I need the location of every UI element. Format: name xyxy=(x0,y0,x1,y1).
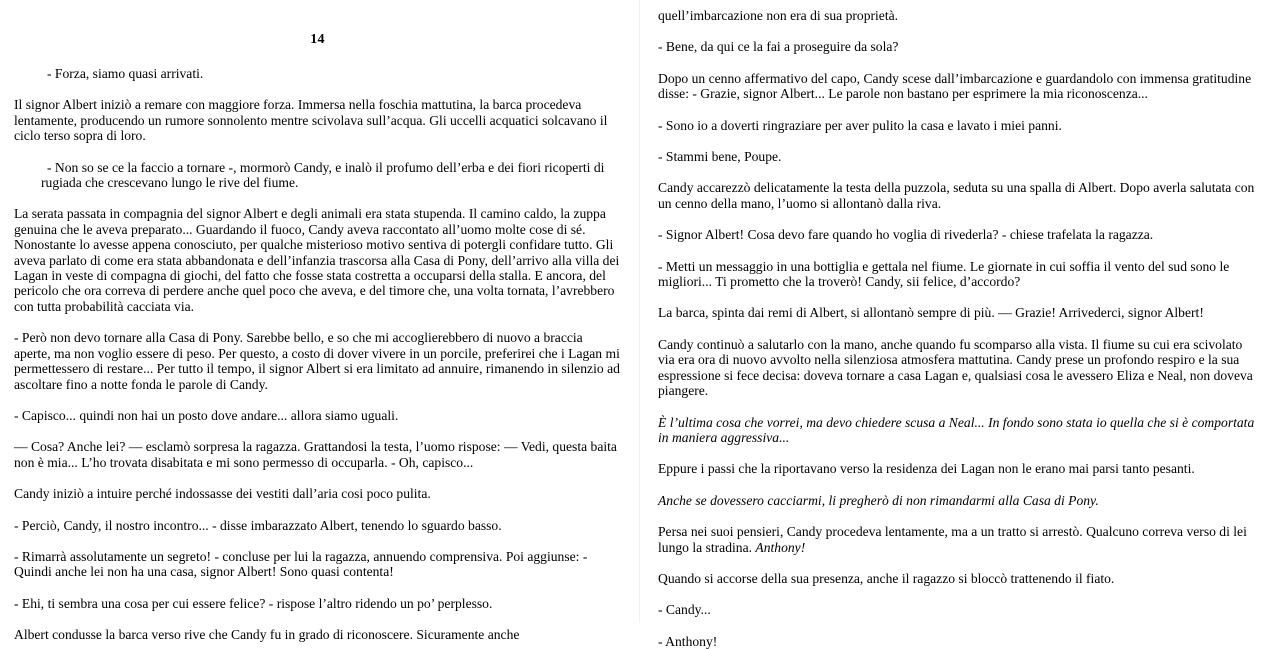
paragraph: Dopo un cenno affermativo del capo, Candy scese dall’imbarcazione e guardandolo con immensa gratitudine disse: - Grazie, signor Albert... Le parole non bastano per esprimere la mia riconoscenza... xyxy=(658,70,1252,102)
paragraph: — Cosa? Anche lei? — esclamò sorpresa la ragazza. Grattandosi la testa, l’uomo rispose: — Vedi, questa baita non è mia... L’ho trovata disabitata e mi sono permesso di occuparla. - Oh, capisco... xyxy=(14,439,617,470)
paragraph: Candy accarezzò delicatamente la testa della puzzola, seduta su una spalla di Albert. Dopo averla salutata con un cenno della mano, l’uomo si allontanò dalla riva. xyxy=(658,180,1255,211)
paragraph: - Perciò, Candy, il nostro incontro... - disse imbarazzato Albert, tenendo lo sguardo basso. xyxy=(14,517,502,533)
paragraph-italic-tail: Anthony! xyxy=(755,539,806,555)
left-column xyxy=(0,0,639,643)
paragraph: - Candy... xyxy=(658,602,711,618)
paragraph: Candy continuò a salutarlo con la mano, anche quando fu scomparso alla vista. Il fiume su cui era scivolato via era ora di nuovo avvolto nella silenziosa atmosfera mattutina. Candy prese un profondo respiro e la sua espressione si fece decisa: doveva tornare a casa Lagan e, qualsiasi cosa le avessero Eliza e Neal, non doveva piangere. xyxy=(658,336,1253,399)
paragraph-italic: Anche se dovessero cacciarmi, li pregherò di non rimandarmi alla Casa di Pony. xyxy=(658,492,1099,508)
right-column xyxy=(640,0,1280,649)
paragraph: - Anthony! xyxy=(658,633,718,649)
paragraph: Eppure i passi che la riportavano verso la residenza dei Lagan non le erano mai parsi tanto pesanti. xyxy=(658,461,1195,477)
page-number: 14 xyxy=(310,32,325,47)
paragraph: - Non so se ce la faccio a tornare -, mormorò Candy, e inalò il profumo dell’erba e dei fiori ricoperti di rugiada che crescevano lungo le rive del fiume. xyxy=(41,159,605,191)
paragraph: - Però non devo tornare alla Casa di Pony. Sarebbe bello, e so che mi accoglierebbero di nuovo a braccia aperte, ma non voglio essere di peso. Per questo, a costo di dover vivere in un porcile, preferirei che i Lagan mi permettessero di restare... Per tutto il tempo, il signor Albert si era limitato ad annuire, rimanendo in silenzio ad ascoltare fino a notte fonda le parole di Candy. xyxy=(14,330,620,392)
paragraph: Quando si accorse della sua presenza, anche il ragazzo si bloccò trattenendo il fiato. xyxy=(658,570,1115,586)
paragraph: quell’imbarcazione non era di sua proprietà. xyxy=(658,8,899,23)
paragraph: - Forza, siamo quasi arrivati. xyxy=(47,66,204,81)
paragraph: - Sono io a doverti ringraziare per aver pulito la casa e lavato i miei panni. xyxy=(658,117,1062,133)
paragraph: La barca, spinta dai remi di Albert, si allontanò sempre di più. — Grazie! Arrivederci, signor Albert! xyxy=(658,305,1204,321)
paragraph: - Bene, da qui ce la fai a proseguire da sola? xyxy=(658,39,899,55)
paragraph-text: Persa nei suoi pensieri, Candy procedeva lentamente, ma a un tratto si arrestò. Qualcuno correva verso di lei lungo la stradina. xyxy=(658,524,1247,555)
paragraph: Candy iniziò a intuire perché indossasse dei vestiti dall’aria cosi poco pulita. xyxy=(14,486,431,502)
paragraph: - Capisco... quindi non hai un posto dove andare... allora siamo uguali. xyxy=(14,407,399,423)
paragraph: - Stammi bene, Poupe. xyxy=(658,149,782,165)
paragraph: - Signor Albert! Cosa devo fare quando ho voglia di rivederla? - chiese trafelata la ragazza. xyxy=(658,227,1154,243)
paragraph: - Ehi, ti sembra una cosa per cui essere felice? - rispose l’altro ridendo un po’ perplesso. xyxy=(14,595,493,611)
paragraph: Il signor Albert iniziò a remare con maggiore forza. Immersa nella foschia mattutina, la barca procedeva lentamente, producendo un rumore sonnolento mentre scivolava sull’acqua. Gli uccelli acquatici solcavano il ciclo terso sopra di loro. xyxy=(14,97,608,144)
paragraph: La serata passata in compagnia del signor Albert e degli animali era stata stupenda. Il camino caldo, la zuppa genuina che le aveva preparato... Guardando il fuoco, Candy aveva raccontato all’uomo molte cose di sé. Nonostante lo avesse appena conosciuto, per qualche misterioso motivo sentiva di potergli confidare tutto. Gli aveva parlato di come era stata abbandonata e dell’infanzia trascorsa alla Casa di Pony, dell’arrivo alla villa dei Lagan in veste di compagna di giochi, del fatto che fosse stata costretta a occuparsi della stalla. E ancora, del pericolo che ora correva di perdere anche quel poco che aveva, e del timore che, una volta tornata, l’avrebbero con tutta probabilità cacciata via. xyxy=(14,206,620,314)
paragraph: - Metti un messaggio in una bottiglia e gettala nel fiume. Le giornate in cui soffia il vento del sud sono le migliori... Ti prometto che la troverò! Candy, sii felice, d’accordo? xyxy=(658,258,1230,290)
paragraph: Albert condusse la barca verso rive che Candy fu in grado di riconoscere. Sicuramente anche xyxy=(14,627,520,643)
paragraph-italic: È l’ultima cosa che vorrei, ma devo chiedere scusa a Neal... In fondo sono stata io quella che si è comportata in maniera aggressiva... xyxy=(658,414,1255,445)
paragraph xyxy=(658,524,1260,555)
paragraph: - Rimarrà assolutamente un segreto! - concluse per lui la ragazza, annuendo comprensiva. Poi aggiunse: - Quindi anche lei non ha una casa, signor Albert! Sono quasi contenta! xyxy=(14,548,588,580)
